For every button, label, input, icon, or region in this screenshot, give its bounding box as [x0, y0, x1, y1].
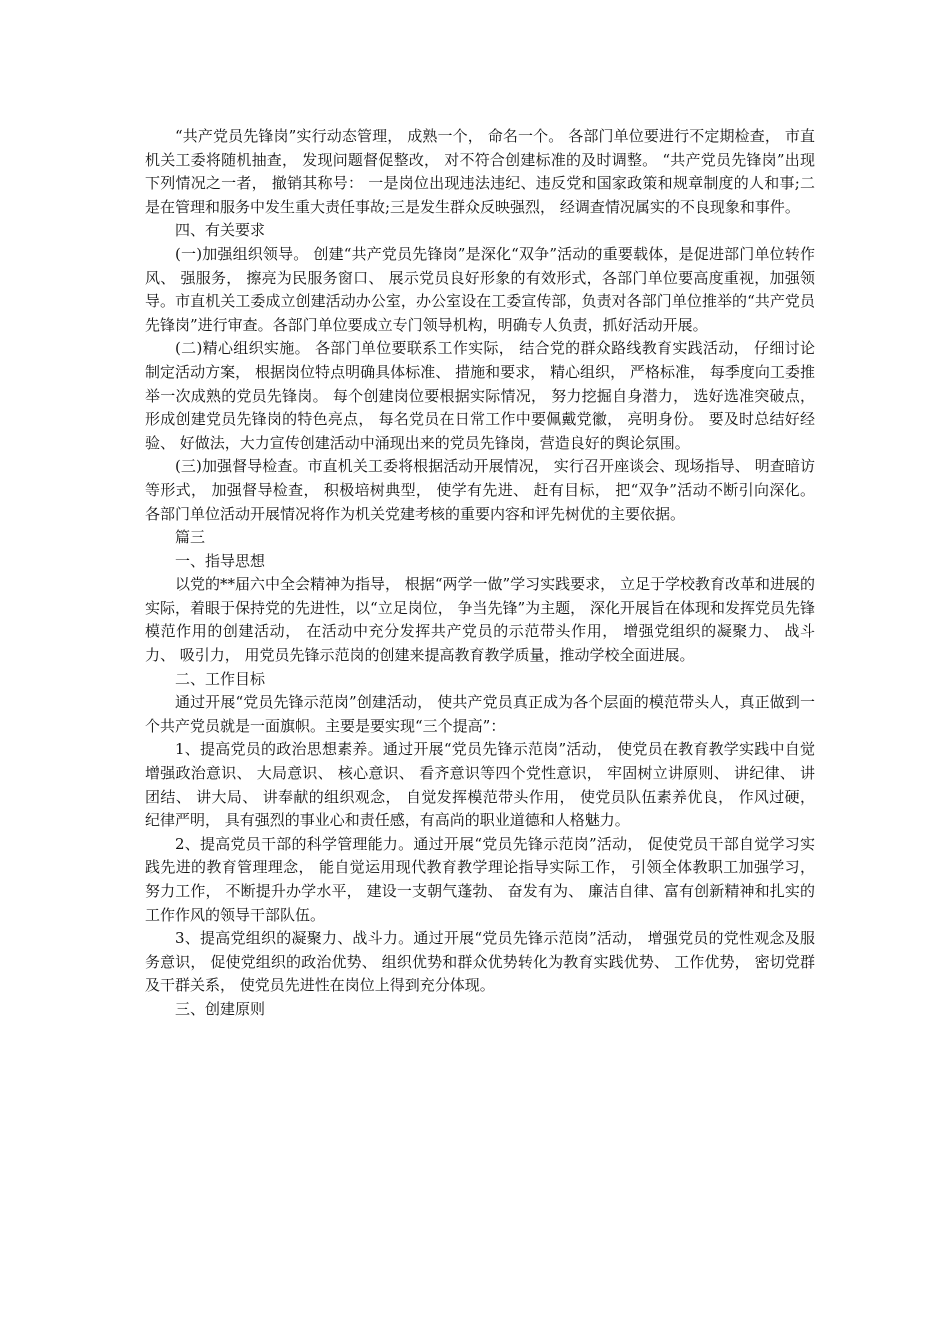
paragraph-supervision: (三)加强督导检查。市直机关工委将根据活动开展情况， 实行召开座谈会、现场指导、 明查暗访等形式， 加强督导检查， 积极培树典型， 使学有先进、 赶有目标， 把“双争”活动不断引向深化。 各部门单位活动开展情况将作为机关党建考核的重要内容和评先树优的主要依据。	[145, 457, 815, 523]
paragraph-goal-three: 3、提高党组织的凝聚力、战斗力。通过开展“党员先锋示范岗”活动， 增强党员的党性观念及服务意识， 促使党组织的政治优势、 组织优势和群众优势转化为教育实践优势、 工作优势， 密切党群及干群关系， 使党员先进性在岗位上得到充分体现。	[145, 929, 815, 995]
heading-guiding-ideology: 一、指导思想	[175, 551, 266, 570]
paragraph-guiding-ideology: 以党的**届六中全会精神为指导， 根据“两学一做”学习实践要求， 立足于学校教育改革和进展的实际，着眼于保持党的先进性，以“立足岗位， 争当先锋”为主题， 深化开展旨在体现和发挥党员先锋模范作用的创建活动， 在活动中充分发挥共产党员的示范带头作用， 增强党组织的凝聚力、 战斗力、 吸引力， 用党员先锋示范岗的创建来提高教育教学质量，推动学校全面进展。	[145, 575, 815, 665]
paragraph-dynamic-management: “共产党员先锋岗”实行动态管理， 成熟一个， 命名一个。 各部门单位要进行不定期检查， 市直机关工委将随机抽查， 发现问题督促整改， 对不符合创建标准的及时调整。 “共产党员先锋岗”出现下列情况之一者， 撤销其称号： 一是岗位出现违法违纪、违反党和国家政策和规章制度的人和事;二是在管理和服务中发生重大责任事故;三是发生群众反映强烈， 经调查情况属实的不良现象和事件。	[145, 127, 815, 216]
heading-work-goals: 二、工作目标	[175, 669, 266, 688]
paragraph-goal-two: 2、提高党员干部的科学管理能力。通过开展“党员先锋示范岗”活动， 促使党员干部自觉学习实践先进的教育管理理念， 能自觉运用现代教育教学理论指导实际工作， 引领全体教职工加强学习， 努力工作， 不断提升办学水平， 建设一支朝气蓬勃、 奋发有为、 廉洁自律、富有创新精神和扎实的工作作风的领导干部队伍。	[145, 834, 815, 924]
paragraph-careful-implementation: (二)精心组织实施。 各部门单位要联系工作实际， 结合党的群众路线教育实践活动， 仔细讨论制定活动方案， 根据岗位特点明确具体标准、 措施和要求， 精心组织， 严格标准， 每季度向工委推举一次成熟的党员先锋岗。 每个创建岗位要根据实际情况， 努力挖掘自身潜力， 选好选准突破点， 形成创建党员先锋岗的特色亮点， 每名党员在日常工作中要佩戴党徽， 亮明身份。 要及时总结好经验、 好做法，大力宣传创建活动中涌现出来的党员先锋岗，营造良好的舆论氛围。	[145, 339, 815, 452]
paragraph-goal-one: 1、提高党员的政治思想素养。通过开展“党员先锋示范岗”活动， 使党员在教育教学实践中自觉增强政治意识、 大局意识、 核心意识、 看齐意识等四个党性意识， 牢固树立讲原则、 讲纪律、 讲团结、 讲大局、 讲奉献的组织观念， 自觉发挥模范带头作用， 使党员队伍素养优良， 作风过硬， 纪律严明， 具有强烈的事业心和责任感，有高尚的职业道德和人格魅力。	[145, 740, 815, 830]
paragraph-strengthen-leadership: (一)加强组织领导。 创建“共产党员先锋岗”是深化“双争”活动的重要载体，是促进部门单位转作风、 强服务， 擦亮为民服务窗口、 展示党员良好形象的有效形式，各部门单位要高度重视，加强领导。市直机关工委成立创建活动办公室，办公室设在工委宣传部，负责对各部门单位推举的“共产党员先锋岗”进行审查。各部门单位要成立专门领导机构，明确专人负责，抓好活动开展。	[145, 244, 815, 334]
heading-creation-principles: 三、创建原则	[175, 999, 266, 1018]
paragraph-work-goals: 通过开展“党员先锋示范岗”创建活动， 使共产党员真正成为各个层面的模范带头人，真正做到一个共产党员就是一面旗帜。主要是要实现“三个提高”：	[145, 693, 815, 735]
heading-requirements: 四、有关要求	[175, 221, 266, 240]
heading-part-three: 篇三	[175, 528, 206, 547]
document-body	[145, 125, 815, 1022]
